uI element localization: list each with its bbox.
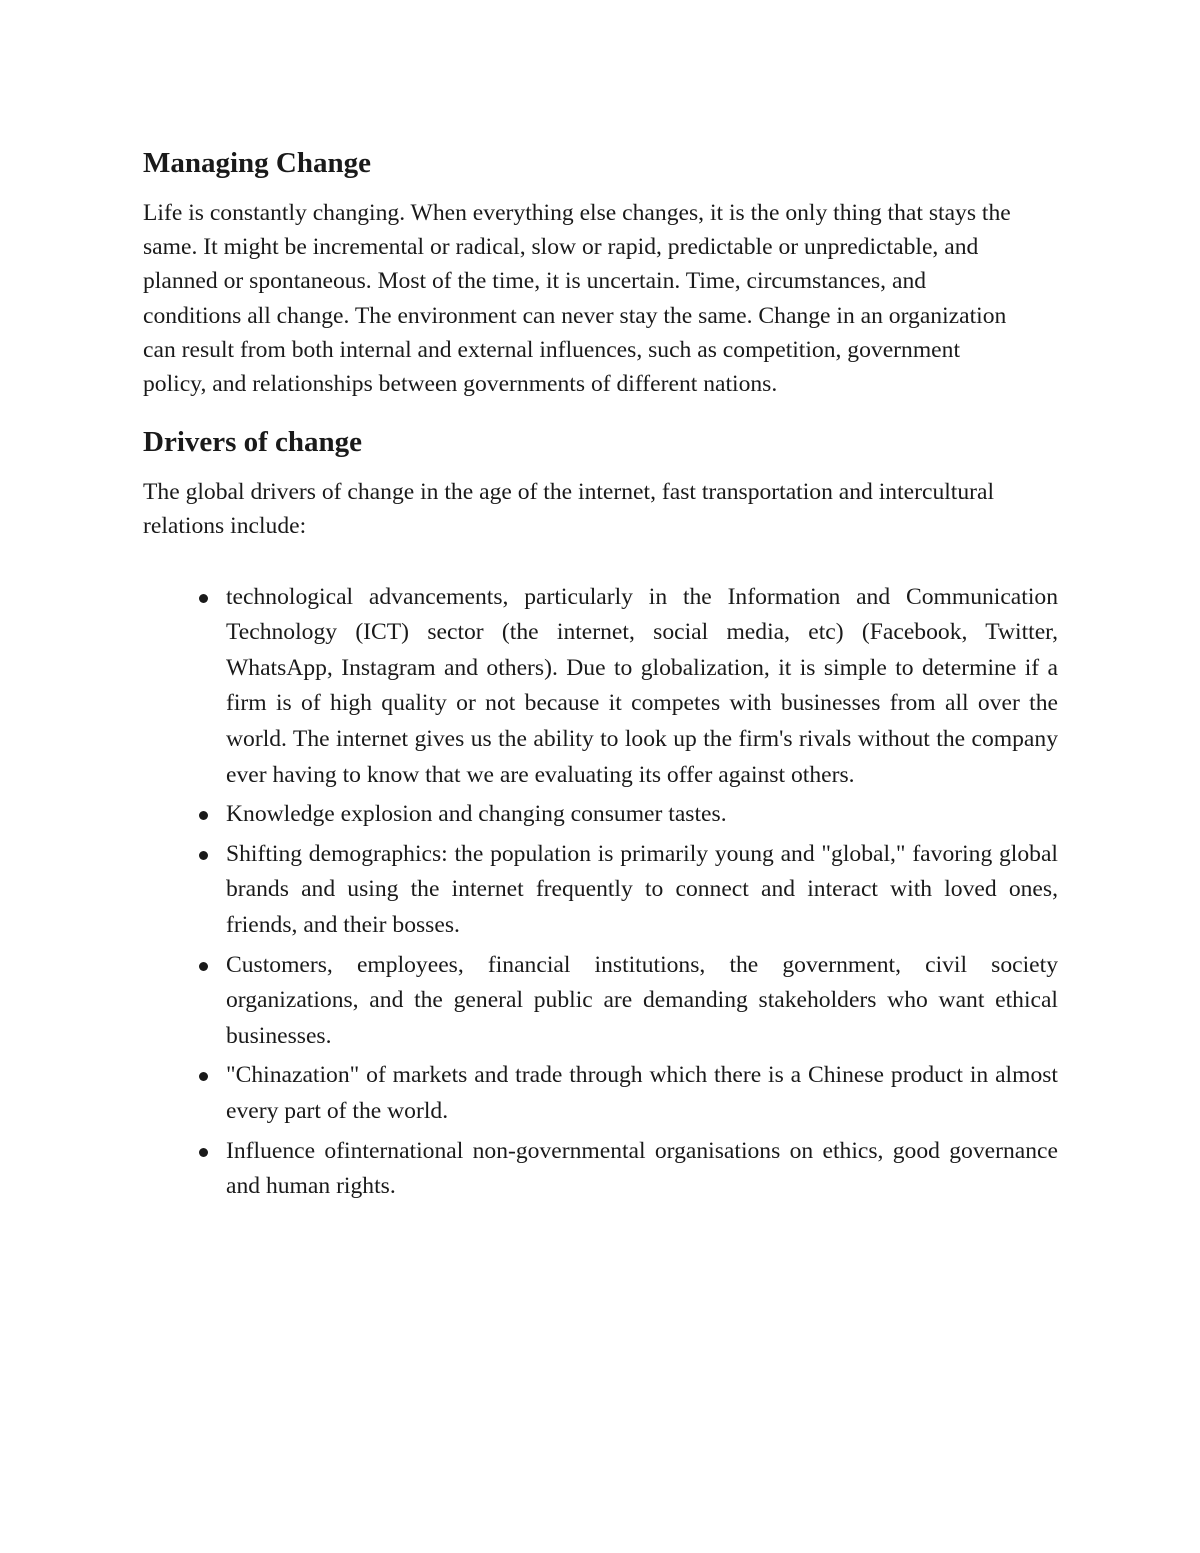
list-item-text: Influence ofinternational non-governmental organisations on ethics, good governance and human rights. xyxy=(226,1137,1058,1200)
bullet-icon xyxy=(199,1072,208,1081)
list-item xyxy=(226,837,1058,944)
bullet-icon xyxy=(199,594,208,603)
list-item xyxy=(226,580,1058,794)
list-item-text: "Chinazation" of markets and trade through which there is a Chinese product in almost every part of the world. xyxy=(226,1062,1058,1124)
list-item xyxy=(226,1058,1058,1129)
heading-managing-change: Managing Change xyxy=(143,147,372,179)
list-item-text: Shifting demographics: the population is primarily young and "global," favoring global brands and using the internet frequently to connect and interact with loved ones, friends, and their bosses. xyxy=(226,840,1058,938)
list-item xyxy=(226,1134,1058,1205)
paragraph-managing-change: Life is constantly changing. When everything else changes, it is the only thing that stays the same. It might be incremental or radical, slow or rapid, predictable or unpredictable, and planned or spontaneous. Most of the time, it is uncertain. Time, circumstances, and conditions all change. The environment can never stay the same. Change in an organization can result from both internal and external influences, such as competition, government policy, and relationships between governments of different nations. xyxy=(143,200,1011,398)
bullet-icon xyxy=(199,811,208,820)
bullet-icon xyxy=(199,1148,208,1157)
list-item xyxy=(226,948,1058,1055)
paragraph-drivers-intro: The global drivers of change in the age of the internet, fast transportation and intercultural relations include: xyxy=(143,479,995,540)
bullet-icon xyxy=(199,851,208,860)
heading-drivers-of-change: Drivers of change xyxy=(143,426,363,459)
document-page xyxy=(143,138,1058,1209)
list-item-text: technological advancements, particularly in the Information and Communication Technology (ICT) sector (the internet, social media, etc) (Facebook, Twitter, WhatsApp, Instagram and others). Due to globalization, it is simple to determine if a firm is of high quality or not because it competes with businesses from all over the world. The internet gives us the ability to look up the firm's rivals without the company ever having to know that we are evaluating its offer against others. xyxy=(226,583,1058,788)
list-item-text: Customers, employees, financial institutions, the government, civil society organizations, and the general public are demanding stakeholders who want ethical businesses. xyxy=(226,951,1058,1049)
bullet-icon xyxy=(199,962,208,971)
list-item-text: Knowledge explosion and changing consumer tastes. xyxy=(226,801,727,828)
list-item xyxy=(226,797,1058,833)
drivers-list xyxy=(143,580,1058,1205)
